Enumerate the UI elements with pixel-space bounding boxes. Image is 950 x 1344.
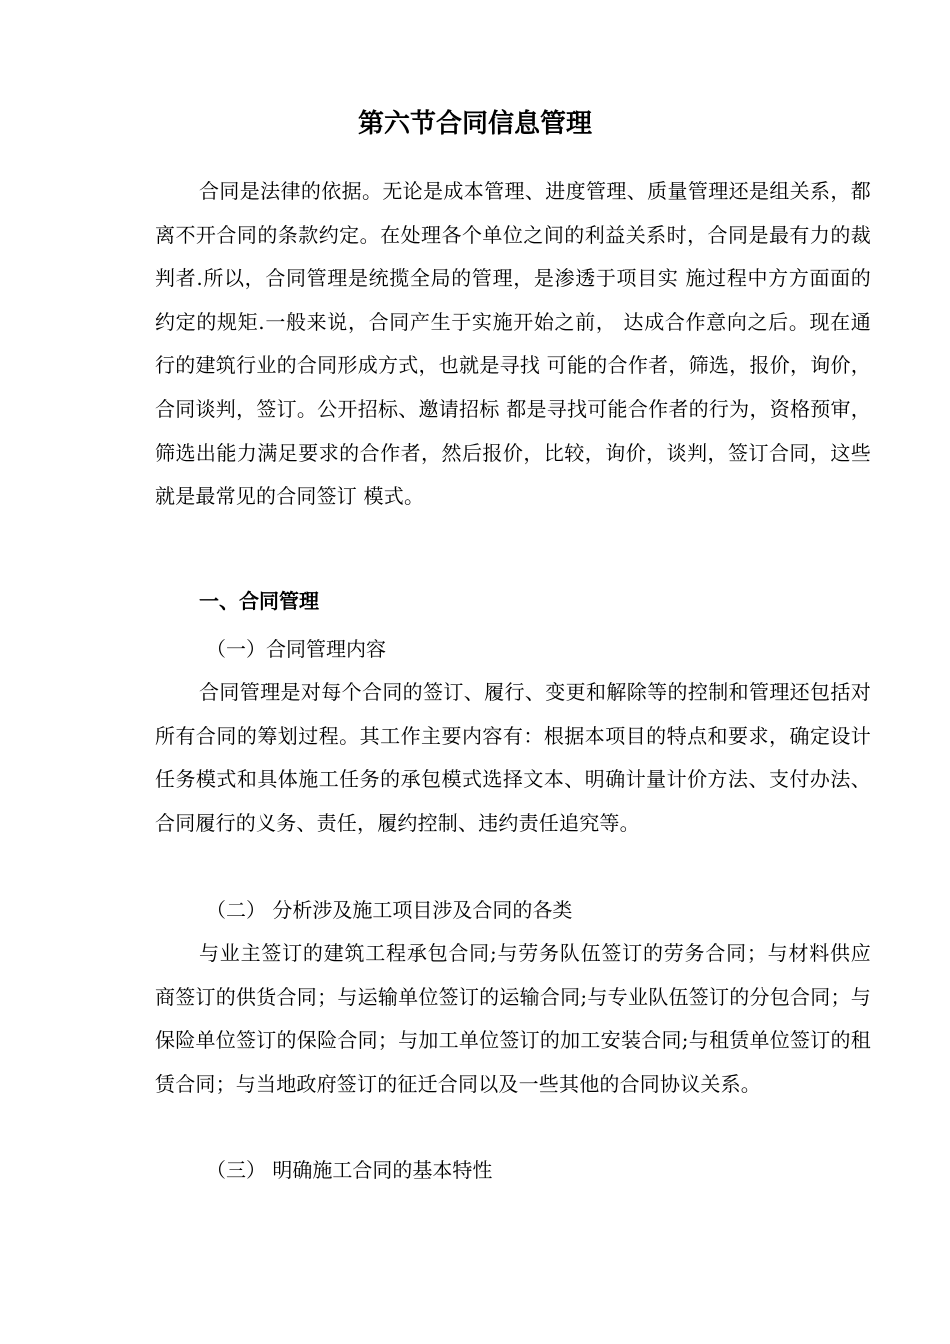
page-title: 第六节合同信息管理 — [357, 109, 592, 139]
contract-types-paragraph: 与业主签订的建筑工程承包合同;与劳务队伍签订的劳务合同；与材料供应商签订的供货合同；与运输单位签订的运输合同;与专业队伍签订的分包合同；与保险单位签订的保险合同；与加工单位签订的加工安装合同;与租赁单位签订的租赁合同；与当地政府签订的征迁合同以及一些其他的合同协议关系。 — [155, 941, 871, 1096]
section-heading-contract-management: 一、合同管理 — [199, 589, 319, 613]
subheading-contract-content: （一）合同管理内容 — [206, 637, 386, 661]
contract-content-paragraph: 合同管理是对每个合同的签订、履行、变更和解除等的控制和管理还包括对所有合同的筹划过程。其工作主要内容有：根据本项目的特点和要求，确定设计任务模式和具体施工任务的承包模式选择文本、明确计量计价方法、支付办法、合同履行的义务、责任，履约控制、违约责任追究等。 — [155, 680, 871, 835]
subheading-contract-characteristics: （三） 明确施工合同的基本特性 — [206, 1158, 493, 1182]
intro-paragraph: 合同是法律的依据。无论是成本管理、进度管理、质量管理还是组关系，都离不开合同的条款约定。在处理各个单位之间的利益关系时，合同是最有力的裁判者.所以，合同管理是统揽全局的管理，是渗透于项目实 施过程中方方面面的约定的规矩.一般来说，合同产生于实施开始之前， 达成合作意向之后。现在通行的建筑行业的合同形成方式，也就是寻找 可能的合作者，筛选，报价，询价，合同谈判，签订。公开招标、邀请招标 都是寻找可能合作者的行为，资格预审，筛选出能力满足要求的合作者，然后报价，比较，询价，谈判，签订合同，这些就是最常见的合同签订 模式。 — [155, 179, 871, 509]
subheading-contract-types: （二） 分析涉及施工项目涉及合同的各类 — [206, 898, 573, 922]
